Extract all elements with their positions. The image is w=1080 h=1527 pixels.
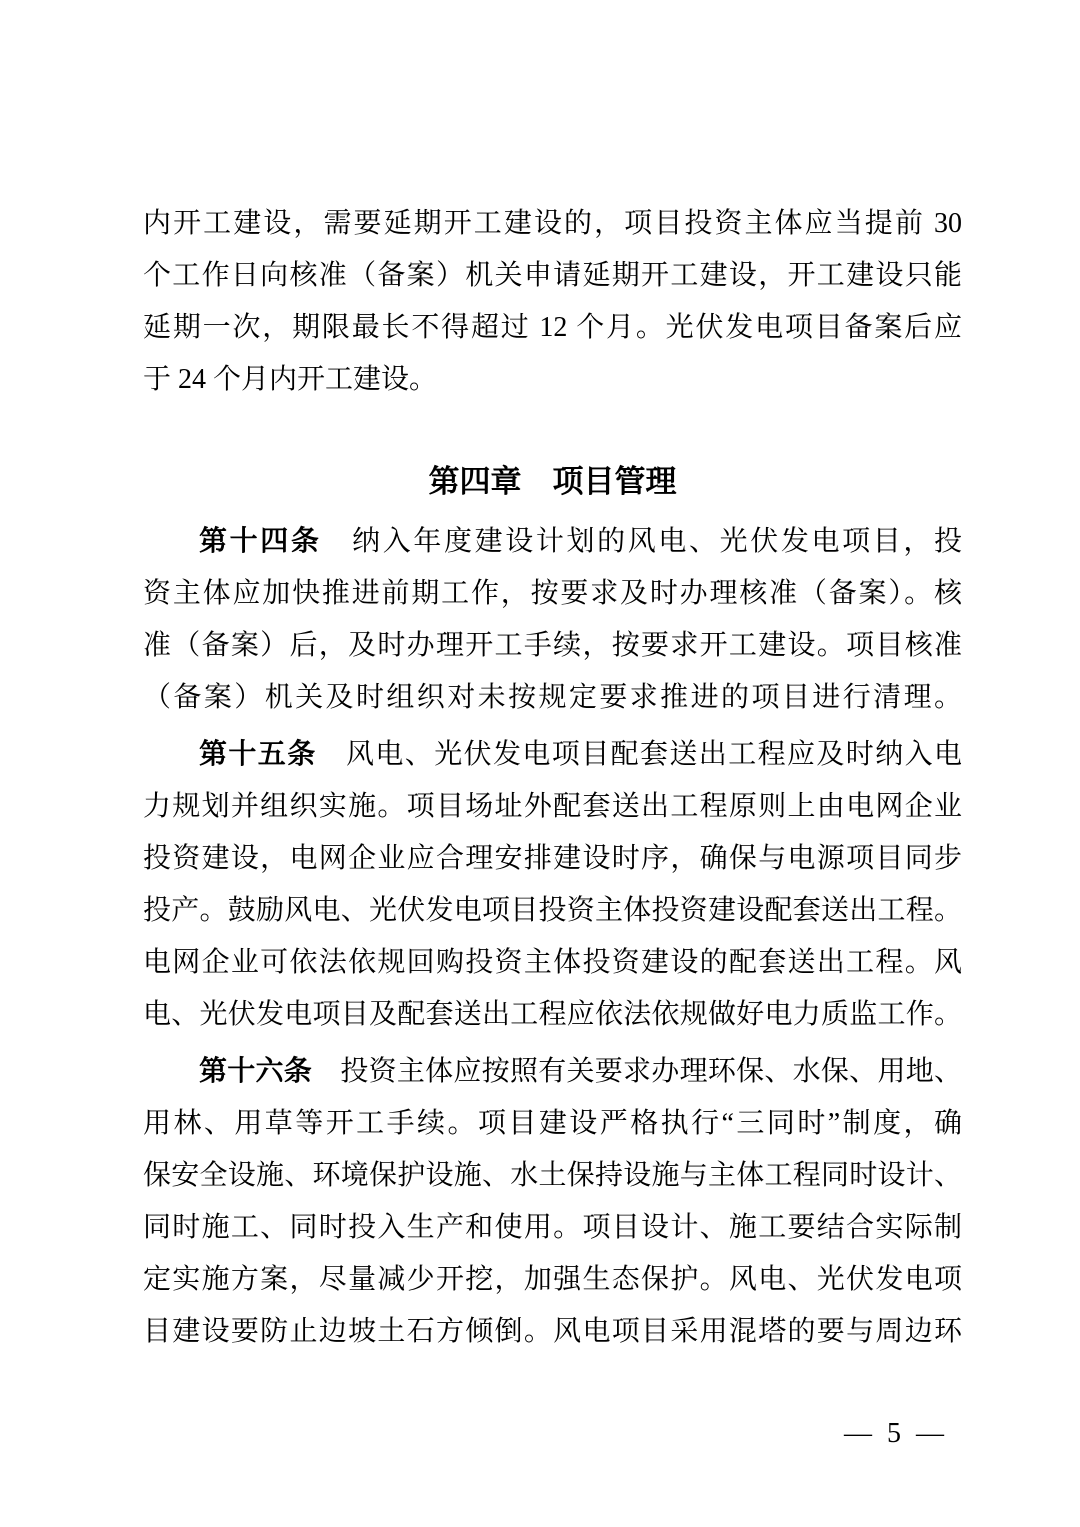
text-line <box>143 1046 962 1098</box>
text-line: 电、光伏发电项目及配套送出工程应依法依规做好电力质监工作。 <box>143 999 962 1030</box>
chapter-label: 第四章 <box>428 464 522 499</box>
article-16-paragraph <box>143 1046 962 1358</box>
text-line: 力规划并组织实施。项目场址外配套送出工程原则上由电网企业 <box>143 791 962 822</box>
article-term: 第十五条 <box>199 739 317 770</box>
article-first-line-text: 投资主体应按照有关要求办理环保、水保、用地、 <box>340 1056 962 1087</box>
text-line <box>143 516 962 568</box>
text-line: 准（备案）后，及时办理开工手续，按要求开工建设。项目核准 <box>143 630 962 661</box>
text-line: 投资建设，电网企业应合理安排建设时序，确保与电源项目同步 <box>143 843 962 874</box>
text-line: 定实施方案，尽量减少开挖，加强生态保护。风电、光伏发电项 <box>143 1264 962 1295</box>
article-term: 第十四条 <box>199 526 322 557</box>
text-line: 电网企业可依法依规回购投资主体投资建设的配套送出工程。风 <box>143 947 962 978</box>
page-footer <box>844 1408 948 1460</box>
chapter-title: 项目管理 <box>552 464 677 499</box>
text-line: （备案）机关及时组织对未按规定要求推进的项目进行清理。 <box>143 682 962 713</box>
article-first-line-text: 纳入年度建设计划的风电、光伏发电项目，投 <box>349 526 962 557</box>
article-first-line-text: 风电、光伏发电项目配套送出工程应及时纳入电 <box>344 739 962 770</box>
intro-paragraph <box>143 198 962 406</box>
text-line: 保安全设施、环境保护设施、水土保持设施与主体工程同时设计、 <box>143 1160 962 1191</box>
article-15-paragraph <box>143 729 962 1041</box>
text-line: 资主体应加快推进前期工作，按要求及时办理核准（备案）。核 <box>143 578 962 609</box>
text-line: 个工作日向核准（备案）机关申请延期开工建设，开工建设只能 <box>143 260 962 291</box>
text-line: 同时施工、同时投入生产和使用。项目设计、施工要结合实际制 <box>143 1212 962 1243</box>
page-number: — 5 — <box>844 1418 948 1449</box>
article-term: 第十六条 <box>199 1056 313 1087</box>
text-line: 目建设要防止边坡土石方倾倒。风电项目采用混塔的要与周边环 <box>143 1316 962 1347</box>
chapter-heading <box>143 456 962 508</box>
text-line: 内开工建设，需要延期开工建设的，项目投资主体应当提前 30 <box>143 208 962 239</box>
text-line: 用林、用草等开工手续。项目建设严格执行“三同时”制度，确 <box>143 1108 962 1139</box>
article-14-paragraph <box>143 516 962 724</box>
text-line <box>143 729 962 781</box>
text-line: 延期一次，期限最长不得超过 12 个月。光伏发电项目备案后应 <box>143 312 962 343</box>
text-line: 投产。鼓励风电、光伏发电项目投资主体投资建设配套送出工程。 <box>143 895 962 926</box>
text-line: 于 24 个月内开工建设。 <box>143 364 438 395</box>
